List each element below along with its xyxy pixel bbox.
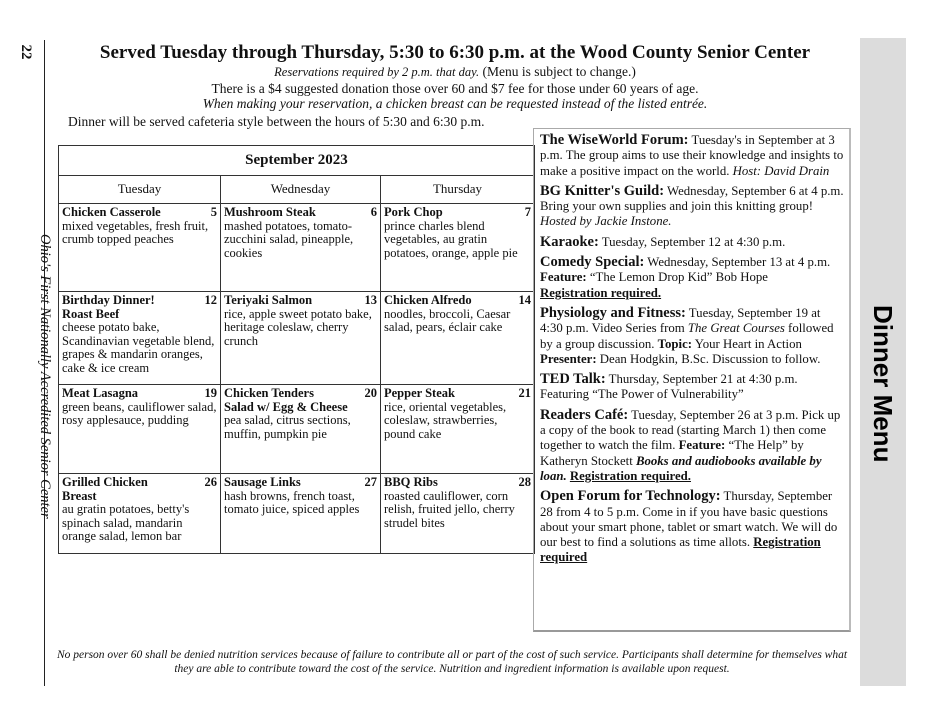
- panel-title: Dinner Menu: [868, 305, 898, 463]
- month-heading: September 2023: [59, 146, 535, 176]
- events-sidebar: [533, 128, 851, 632]
- nutrition-footer: No person over 60 shall be denied nutrition services because of failure to contribute all or part of the cost of such service. Participants shall determine for themselves what they are able to contribute toward the cost of the service. Nutrition and ingredient information is available upon request.: [56, 649, 848, 675]
- menu-change-note: (Menu is subject to change.): [479, 64, 636, 79]
- dish-name: BBQ Ribs: [384, 475, 438, 489]
- dish-sides: prince charles blend vegetables, au gratin potatoes, orange, apple pie: [384, 218, 518, 260]
- event-text: Wednesday, September 13 at 4 p.m.: [644, 255, 831, 270]
- day-number: 7: [524, 205, 531, 219]
- dish-sides: roasted cauliflower, corn relish, fruited jello, cherry strudel bites: [384, 488, 515, 530]
- event-title: BG Knitter's Guild:: [540, 182, 665, 199]
- availability-note: Books and audiobooks available by loan.: [540, 453, 822, 483]
- event-presenter: Dean Hodgkin, B.Sc. Discussion to follow.: [596, 351, 821, 366]
- menu-cell: [221, 474, 381, 554]
- event-open-forum-technology: [540, 489, 844, 565]
- dish-name: Grilled Chicken: [62, 475, 148, 489]
- dish-name-continued: Roast Beef: [62, 306, 120, 321]
- dish-sides: green beans, cauliflower salad, rosy applesauce, pudding: [62, 399, 217, 427]
- title-panel: [860, 38, 906, 686]
- day-number: 19: [204, 386, 217, 400]
- menu-cell: [221, 204, 381, 292]
- event-title: Physiology and Fitness:: [540, 304, 686, 321]
- dish-name: Pork Chop: [384, 205, 443, 219]
- registration-required: Registration required.: [569, 468, 691, 483]
- video-series: The Great Courses: [687, 321, 785, 336]
- day-header-thursday: Thursday: [381, 176, 535, 204]
- topic-label: Topic:: [657, 336, 693, 351]
- dish-name-continued: Breast: [62, 488, 97, 503]
- event-title: The WiseWorld Forum:: [540, 132, 689, 148]
- dish-sides: mashed potatoes, tomato-zucchini salad, pineapple, cookies: [224, 218, 354, 260]
- event-title: Karaoke:: [540, 233, 599, 250]
- day-header-tuesday: Tuesday: [59, 176, 221, 204]
- event-wiseworld-forum: [540, 133, 844, 179]
- day-number: 20: [364, 386, 377, 400]
- dish-name: Teriyaki Salmon: [224, 293, 313, 307]
- event-text: Thursday, September 21 at 4:30 p.m. Featuring “The Power of Vulnerability”: [540, 372, 798, 402]
- event-physiology-fitness: [540, 306, 844, 367]
- event-text: Tuesday, September 12 at 4:30 p.m.: [598, 234, 786, 249]
- dinner-menu-table: [58, 145, 535, 554]
- event-title: TED Talk:: [540, 371, 606, 388]
- menu-cell: [381, 474, 535, 554]
- dish-name: Chicken Casserole: [62, 205, 161, 219]
- dish-sides: noodles, broccoli, Caesar salad, pears, éclair cake: [384, 306, 511, 334]
- menu-cell: [221, 385, 381, 474]
- reservation-required: Reservations required by 2 p.m. that day.: [274, 65, 480, 79]
- day-number: 12: [204, 293, 217, 307]
- reservation-line: [60, 64, 850, 81]
- dish-name: Sausage Links: [224, 475, 301, 489]
- event-topic: Your Heart in Action: [692, 336, 802, 351]
- event-title: Readers Café:: [540, 406, 629, 423]
- event-feature: “The Help” by Katheryn Stockett: [540, 438, 804, 468]
- menu-cell: [221, 292, 381, 385]
- dish-name-continued: Salad w/ Egg & Cheese: [224, 399, 348, 414]
- event-karaoke: [540, 235, 844, 250]
- dish-sides: pea salad, citrus sections, muffin, pumpkin pie: [224, 413, 351, 441]
- header-title: Served Tuesday through Thursday, 5:30 to 6:30 p.m. at the Wood County Senior Center: [99, 42, 811, 63]
- menu-cell: [59, 292, 221, 385]
- event-comedy-special: [540, 255, 844, 301]
- cafeteria-note: Dinner will be served cafeteria style between the hours of 5:30 and 6:30 p.m.: [68, 114, 485, 129]
- menu-cell: [381, 204, 535, 292]
- registration-required: Registration required: [540, 535, 821, 565]
- event-ted-talk: [540, 372, 844, 403]
- dish-sides: cheese potato bake, Scandinavian vegetable blend, grapes & mandarin oranges, cake & ice cream: [62, 320, 215, 375]
- event-text: Tuesday, September 26 at 3 p.m. Pick up a copy of the book to read (starting March 1) then come together to watch the film.: [540, 407, 841, 453]
- chicken-option-line: When making your reservation, a chicken breast can be requested instead of the listed entrée.: [202, 96, 708, 111]
- event-knitters-guild: [540, 184, 844, 230]
- dish-name: Chicken Alfredo: [384, 293, 472, 307]
- event-text: Tuesday, September 19 at 4:30 p.m. Video Series from: [540, 305, 821, 336]
- event-host: Hosted by Jackie Instone.: [540, 214, 672, 229]
- day-number: 28: [518, 475, 531, 489]
- event-readers-cafe: [540, 408, 844, 484]
- dish-name: Birthday Dinner!: [62, 293, 155, 307]
- menu-cell: [59, 474, 221, 554]
- menu-cell: [381, 385, 535, 474]
- menu-cell: [59, 204, 221, 292]
- day-number: 26: [204, 475, 217, 489]
- dish-sides: mixed vegetables, fresh fruit, crumb topped peaches: [62, 218, 209, 246]
- day-number: 13: [364, 293, 377, 307]
- day-number: 5: [210, 205, 217, 219]
- menu-header: [60, 42, 850, 112]
- event-title: Comedy Special:: [540, 254, 645, 271]
- menu-cell: [381, 292, 535, 385]
- dish-sides: rice, apple sweet potato bake, heritage coleslaw, cherry crunch: [224, 306, 372, 348]
- event-text: followed by a group discussion.: [540, 321, 834, 351]
- presenter-label: Presenter:: [540, 351, 597, 366]
- day-number: 14: [518, 293, 531, 307]
- day-number: 6: [370, 205, 377, 219]
- dish-sides: hash browns, french toast, tomato juice, spiced apples: [224, 488, 360, 516]
- feature-label: Feature:: [678, 438, 726, 453]
- day-number: 27: [364, 475, 377, 489]
- event-host: Host: David Drain: [732, 163, 830, 178]
- event-title: Open Forum for Technology:: [540, 488, 721, 505]
- side-tagline: Ohio's First Nationally Accredited Senior Center: [37, 233, 53, 519]
- day-header-wednesday: Wednesday: [221, 176, 381, 204]
- dish-sides: au gratin potatoes, betty's spinach salad, mandarin orange salad, lemon bar: [62, 502, 190, 543]
- event-feature: “The Lemon Drop Kid” Bob Hope: [586, 270, 768, 285]
- event-text: Tuesday's in September at 3 p.m. The group aims to use their knowledge and insights to make a positive impact on the world.: [540, 133, 844, 178]
- dish-name: Chicken Tenders: [224, 386, 314, 400]
- page-number: 22: [18, 44, 34, 60]
- event-text: Thursday, September 28 from 4 to 5 p.m. Come in if you have basic questions about your smart phone, tablet or smart watch. We will do our best to find a solutions as time allots.: [540, 489, 838, 550]
- day-number: 21: [518, 386, 531, 400]
- event-text: Wednesday, September 6 at 4 p.m. Bring your own supplies and join this knitting group!: [540, 183, 844, 214]
- dish-name: Pepper Steak: [384, 386, 455, 400]
- dish-sides: rice, oriental vegetables, coleslaw, strawberries, pound cake: [384, 399, 507, 441]
- dish-name: Mushroom Steak: [224, 205, 316, 219]
- feature-label: Feature:: [540, 270, 587, 285]
- dish-name: Meat Lasagna: [62, 386, 139, 400]
- menu-cell: [59, 385, 221, 474]
- donation-line: There is a $4 suggested donation those over 60 and $7 fee for those under 60 years of age.: [211, 80, 699, 96]
- registration-required: Registration required.: [540, 285, 662, 300]
